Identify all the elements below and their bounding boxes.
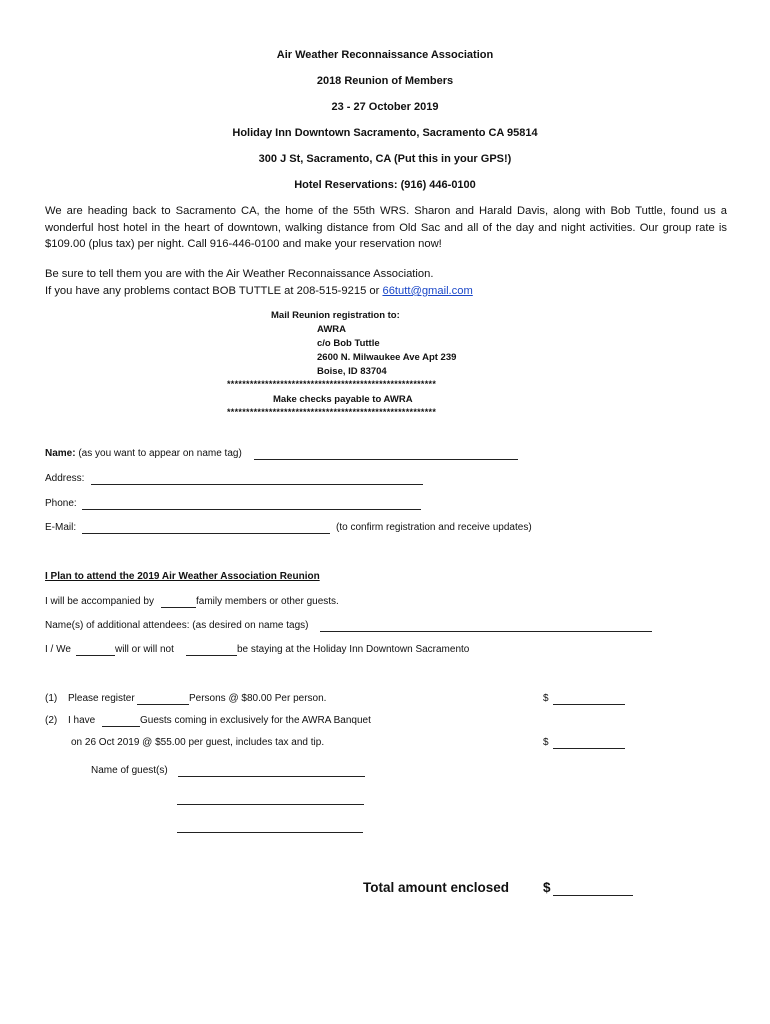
intro-paragraph: We are heading back to Sacramento CA, the home of the 55th WRS. Sharon and Harald Davis, along with Bob Tuttle, found us a wonderful host hotel in the heart of downtown, walking distance from Old Sac and all of the day and night activities. Our group rate is $109.00 (plus tax) per night. Call 916-446-0100 and make your reservation now! bbox=[45, 205, 727, 250]
checks-payable: Make checks payable to AWRA bbox=[273, 394, 413, 405]
guest-name-field-1[interactable] bbox=[178, 776, 365, 777]
event-title: 2018 Reunion of Members bbox=[316, 75, 454, 87]
item1-text-b: Persons @ $80.00 Per person. bbox=[189, 693, 327, 704]
hotel-name: Holiday Inn Downtown Sacramento, Sacramento CA 95814 bbox=[232, 127, 538, 139]
name-label: Name: bbox=[45, 448, 76, 459]
accompanied-text-a: I will be accompanied by bbox=[45, 596, 154, 607]
guest-name-field-2[interactable] bbox=[177, 804, 364, 805]
total-dollar: $ bbox=[543, 880, 551, 895]
item1-text-a: Please register bbox=[68, 693, 135, 704]
email-label: E-Mail: bbox=[45, 522, 77, 533]
guest-count-field[interactable] bbox=[161, 607, 196, 608]
name-hint: (as you want to appear on name tag) bbox=[75, 448, 242, 459]
stars-divider-bottom: ******************************************************* bbox=[227, 407, 437, 417]
hotel-reservations: Hotel Reservations: (916) 446-0100 bbox=[294, 179, 476, 191]
stay-no-field[interactable] bbox=[186, 655, 237, 656]
item1-dollar: $ bbox=[543, 693, 549, 704]
attendee-names-field[interactable] bbox=[320, 631, 652, 632]
stay-text-b: will or will not bbox=[115, 644, 174, 655]
mail-line-1: AWRA bbox=[317, 324, 347, 335]
item1-number: (1) bbox=[45, 693, 58, 704]
banquet-guest-count-field[interactable] bbox=[102, 726, 140, 727]
email-field[interactable] bbox=[82, 533, 330, 534]
hotel-address: 300 J St, Sacramento, CA (Put this in your GPS!) bbox=[258, 153, 512, 165]
tell-line: Be sure to tell them you are with the Air Weather Reconnaissance Association. bbox=[45, 268, 434, 280]
stay-text-c: be staying at the Holiday Inn Downtown Sacramento bbox=[237, 644, 470, 655]
email-hint: (to confirm registration and receive updates) bbox=[336, 522, 532, 533]
total-label: Total amount enclosed bbox=[363, 880, 510, 895]
mail-line-3: 2600 N. Milwaukee Ave Apt 239 bbox=[317, 352, 457, 363]
mail-line-2: c/o Bob Tuttle bbox=[317, 338, 380, 349]
email-link[interactable]: 66tutt@gmail.com bbox=[382, 285, 473, 297]
stay-yes-field[interactable] bbox=[76, 655, 115, 656]
persons-count-field[interactable] bbox=[137, 704, 189, 705]
item1-amount-field[interactable] bbox=[553, 704, 625, 705]
problems-line bbox=[45, 283, 727, 300]
stars-divider-top: ******************************************************* bbox=[227, 379, 437, 389]
item2-text-a: I have bbox=[68, 715, 96, 726]
problems-text: If you have any problems contact BOB TUTTLE at 208-515-9215 or bbox=[45, 285, 383, 297]
stay-text-a: I / We bbox=[45, 644, 71, 655]
phone-field[interactable] bbox=[82, 509, 421, 510]
address-field[interactable] bbox=[91, 484, 423, 485]
item2-number: (2) bbox=[45, 715, 58, 726]
total-amount-field[interactable] bbox=[553, 895, 633, 896]
guest-name-field-3[interactable] bbox=[177, 832, 363, 833]
name-field-row bbox=[45, 448, 242, 459]
attendee-names-label: Name(s) of additional attendees: (as desired on name tags) bbox=[45, 620, 309, 631]
attend-heading: I Plan to attend the 2019 Air Weather Association Reunion bbox=[45, 571, 320, 582]
guest-names-label: Name of guest(s) bbox=[91, 765, 168, 776]
item2-line2: on 26 Oct 2019 @ $55.00 per guest, includes tax and tip. bbox=[71, 737, 325, 748]
accompanied-text-b: family members or other guests. bbox=[196, 596, 339, 607]
org-title: Air Weather Reconnaissance Association bbox=[276, 49, 494, 61]
item2-text-b: Guests coming in exclusively for the AWRA Banquet bbox=[140, 715, 371, 726]
event-dates: 23 - 27 October 2019 bbox=[331, 101, 439, 113]
phone-label: Phone: bbox=[45, 498, 77, 509]
item2-amount-field[interactable] bbox=[553, 748, 625, 749]
mail-heading: Mail Reunion registration to: bbox=[271, 310, 400, 321]
item2-dollar: $ bbox=[543, 737, 549, 748]
mail-line-4: Boise, ID 83704 bbox=[317, 366, 387, 377]
name-field[interactable] bbox=[254, 459, 518, 460]
address-label: Address: bbox=[45, 473, 85, 484]
